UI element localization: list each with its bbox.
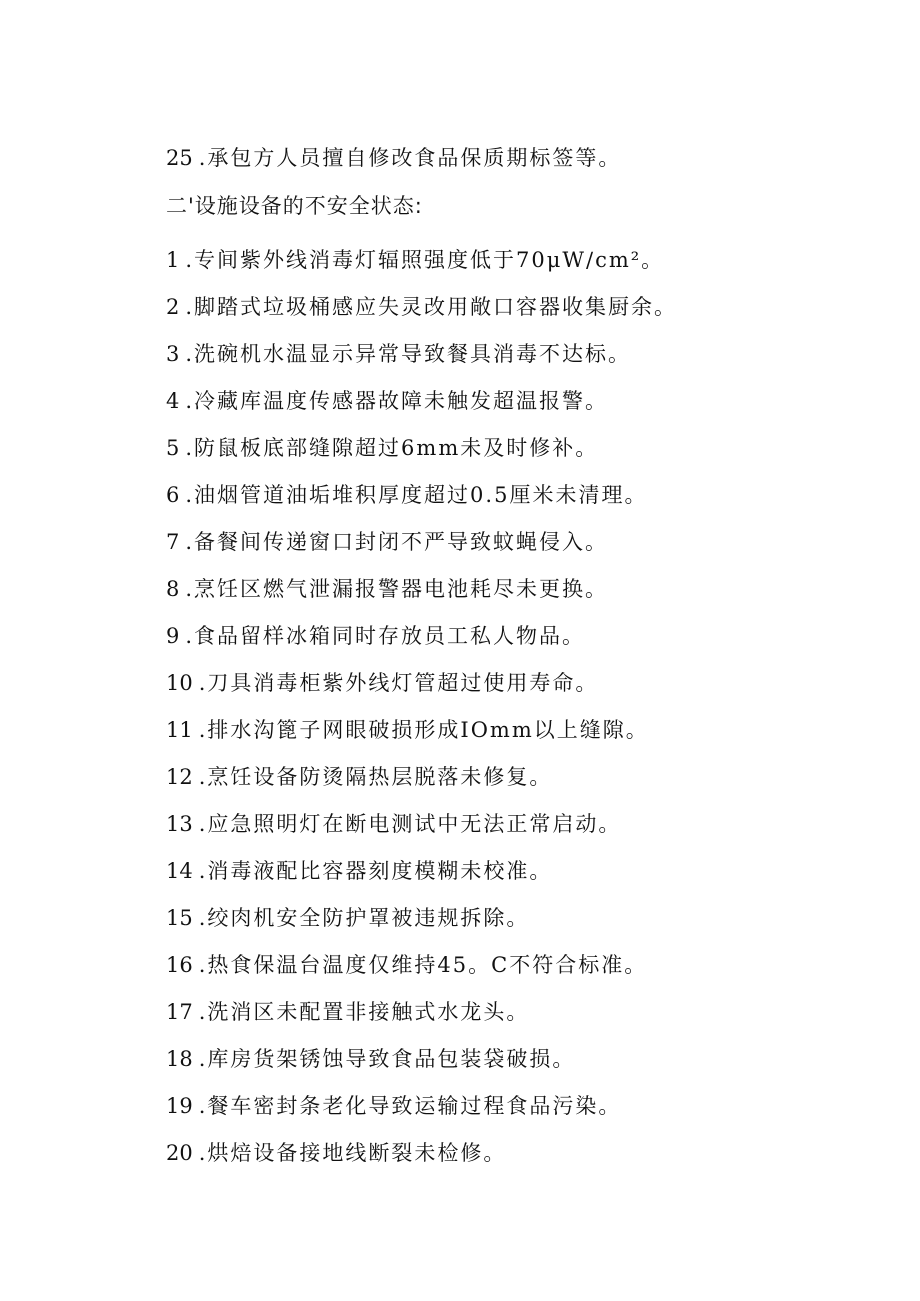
list-item	[166, 906, 529, 930]
item-number: 4	[166, 389, 180, 413]
item-number: 17	[166, 1000, 193, 1024]
list-item	[166, 1000, 529, 1024]
list-item	[166, 671, 598, 695]
list-item	[166, 1094, 621, 1118]
section-heading: 二'设施设备的不安全状态:	[166, 194, 423, 218]
item-number: 19	[166, 1094, 193, 1118]
list-item	[166, 1047, 575, 1071]
list-item	[166, 389, 608, 413]
item-number: 18	[166, 1047, 193, 1071]
item-number: 10	[166, 671, 193, 695]
item-number: 15	[166, 906, 193, 930]
item-text: .防鼠板底部缝隙超过6mm未及时修补。	[185, 436, 599, 460]
item-text: .应急照明灯在断电测试中无法正常启动。	[198, 812, 622, 836]
item-text: .库房货架锈蚀导致食品包装袋破损。	[198, 1047, 576, 1071]
list-item	[166, 248, 664, 272]
list-item	[166, 530, 608, 554]
item-number: 2	[166, 295, 180, 319]
item-text: .洗碗机水温显示异常导致餐具消毒不达标。	[185, 342, 632, 366]
item-number: 20	[166, 1141, 193, 1165]
item-text: .烹饪设备防烫隔热层脱落未修复。	[198, 765, 553, 789]
list-item	[166, 718, 649, 742]
item-text: .餐车密封条老化导致运输过程食品污染。	[198, 1094, 622, 1118]
item-text: .刀具消毒柜紫外线灯管超过使用寿命。	[198, 671, 599, 695]
list-item	[166, 577, 608, 601]
list-item	[166, 765, 552, 789]
list-item	[166, 1141, 506, 1165]
list-item	[166, 483, 647, 507]
item-text: .排水沟篦子网眼破损形成IOmm以上缝隙。	[198, 718, 649, 742]
item-text: .消毒液配比容器刻度模糊未校准。	[198, 859, 553, 883]
item-text: .洗消区未配置非接触式水龙头。	[198, 1000, 530, 1024]
list-item	[166, 295, 677, 319]
list-item	[166, 342, 631, 366]
item-text: .备餐间传递窗口封闭不严导致蚊蝇侵入。	[185, 530, 609, 554]
list-item	[166, 812, 621, 836]
item-text: .绞肉机安全防护罩被违规拆除。	[198, 906, 530, 930]
item-text: .承包方人员擅自修改食品保质期标签等。	[198, 146, 622, 170]
item-text: .油烟管道油垢堆积厚度超过0.5厘米未清理。	[185, 483, 648, 507]
list-item	[166, 953, 647, 977]
item-number: 1	[166, 248, 180, 272]
item-text: .专间紫外线消毒灯辐照强度低于70μW∕cm²。	[185, 248, 665, 272]
item-text: .食品留样冰箱同时存放员工私人物品。	[185, 624, 586, 648]
item-number: 25	[166, 146, 193, 170]
item-number: 3	[166, 342, 180, 366]
item-number: 11	[166, 718, 193, 742]
item-number: 16	[166, 953, 193, 977]
list-item	[166, 859, 552, 883]
item-number: 6	[166, 483, 180, 507]
list-item	[166, 436, 598, 460]
item-text: .脚踏式垃圾桶感应失灵改用敞口容器收集厨余。	[185, 295, 678, 319]
item-number: 8	[166, 577, 180, 601]
item-text: .烘焙设备接地线断裂未检修。	[198, 1141, 507, 1165]
item-number: 12	[166, 765, 193, 789]
item-text: .热食保温台温度仅维持45。C不符合标准。	[198, 953, 648, 977]
item-text: .冷藏库温度传感器故障未触发超温报警。	[185, 389, 609, 413]
item-text: .烹饪区燃气泄漏报警器电池耗尽未更换。	[185, 577, 609, 601]
item-number: 7	[166, 530, 180, 554]
list-item	[166, 624, 585, 648]
item-number: 14	[166, 859, 193, 883]
item-number: 5	[166, 436, 180, 460]
item-number: 9	[166, 624, 180, 648]
list-item-intro	[166, 146, 621, 170]
item-number: 13	[166, 812, 193, 836]
